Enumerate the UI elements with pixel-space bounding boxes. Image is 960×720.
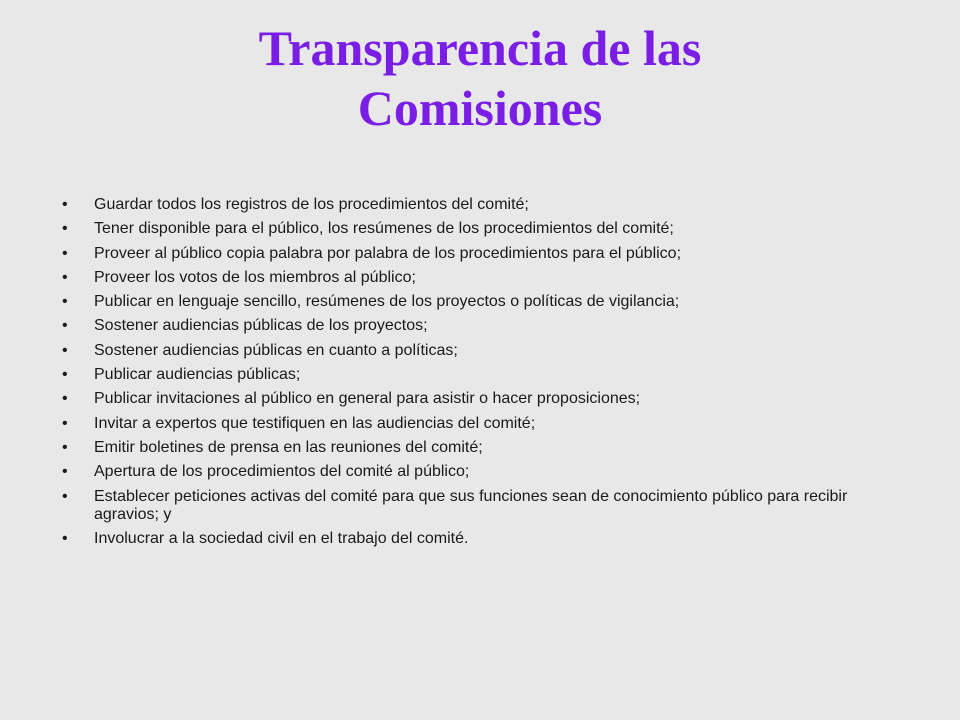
list-item-text: Guardar todos los registros de los procedimientos del comité; bbox=[94, 196, 529, 213]
bullet-icon: • bbox=[62, 487, 68, 505]
bullet-icon: • bbox=[62, 463, 68, 481]
slide-title bbox=[0, 18, 960, 138]
list-item-text: Apertura de los procedimientos del comité al público; bbox=[94, 463, 470, 481]
list-item-text: Proveer los votos de los miembros al público; bbox=[94, 268, 416, 286]
bullet-icon: • bbox=[62, 268, 68, 286]
bullet-icon: • bbox=[62, 390, 68, 408]
bullet-icon: • bbox=[62, 244, 68, 262]
list-item bbox=[62, 488, 912, 524]
list-item bbox=[62, 269, 912, 287]
list-item bbox=[62, 220, 912, 238]
list-item-text: Emitir boletines de prensa en las reuniones del comité; bbox=[94, 438, 483, 456]
bullet-icon: • bbox=[62, 366, 68, 384]
bullet-icon: • bbox=[62, 341, 68, 359]
list-item bbox=[62, 390, 912, 408]
list-item-text: Proveer al público copia palabra por palabra de los procedimientos para el público; bbox=[94, 244, 682, 262]
list-item bbox=[62, 366, 912, 384]
bullet-icon: • bbox=[62, 196, 68, 213]
list-item bbox=[62, 439, 912, 457]
list-item-text: Publicar invitaciones al público en general para asistir o hacer proposiciones; bbox=[94, 390, 641, 408]
bullet-icon: • bbox=[62, 438, 68, 456]
bullet-icon: • bbox=[62, 317, 68, 335]
list-item-text: Invitar a expertos que testifiquen en las audiencias del comité; bbox=[94, 414, 536, 432]
list-item bbox=[62, 415, 912, 433]
bullet-icon: • bbox=[62, 220, 68, 238]
slide-title-line-2: Comisiones bbox=[357, 80, 603, 136]
bullet-list bbox=[62, 196, 912, 554]
list-item bbox=[62, 342, 912, 360]
list-item bbox=[62, 463, 912, 481]
bullet-icon: • bbox=[62, 414, 68, 432]
list-item-text: Sostener audiencias públicas de los proyectos; bbox=[94, 317, 428, 335]
bullet-icon: • bbox=[62, 293, 68, 311]
slide-title-line-1: Transparencia de las bbox=[258, 20, 702, 76]
list-item bbox=[62, 293, 912, 311]
list-item-text: Establecer peticiones activas del comité para que sus funciones sean de conocimiento público para recibir agravios; y bbox=[94, 487, 848, 523]
list-item bbox=[62, 196, 912, 214]
list-item-text: Involucrar a la sociedad civil en el trabajo del comité. bbox=[94, 529, 469, 547]
list-item-text: Publicar audiencias públicas; bbox=[94, 366, 301, 384]
bullet-icon: • bbox=[62, 529, 68, 547]
list-item-text: Publicar en lenguaje sencillo, resúmenes de los proyectos o políticas de vigilancia; bbox=[94, 293, 680, 311]
list-item bbox=[62, 530, 912, 548]
list-item bbox=[62, 245, 912, 263]
list-item bbox=[62, 317, 912, 335]
list-item-text: Tener disponible para el público, los resúmenes de los procedimientos del comité; bbox=[94, 220, 674, 238]
list-item-text: Sostener audiencias públicas en cuanto a políticas; bbox=[94, 341, 458, 359]
